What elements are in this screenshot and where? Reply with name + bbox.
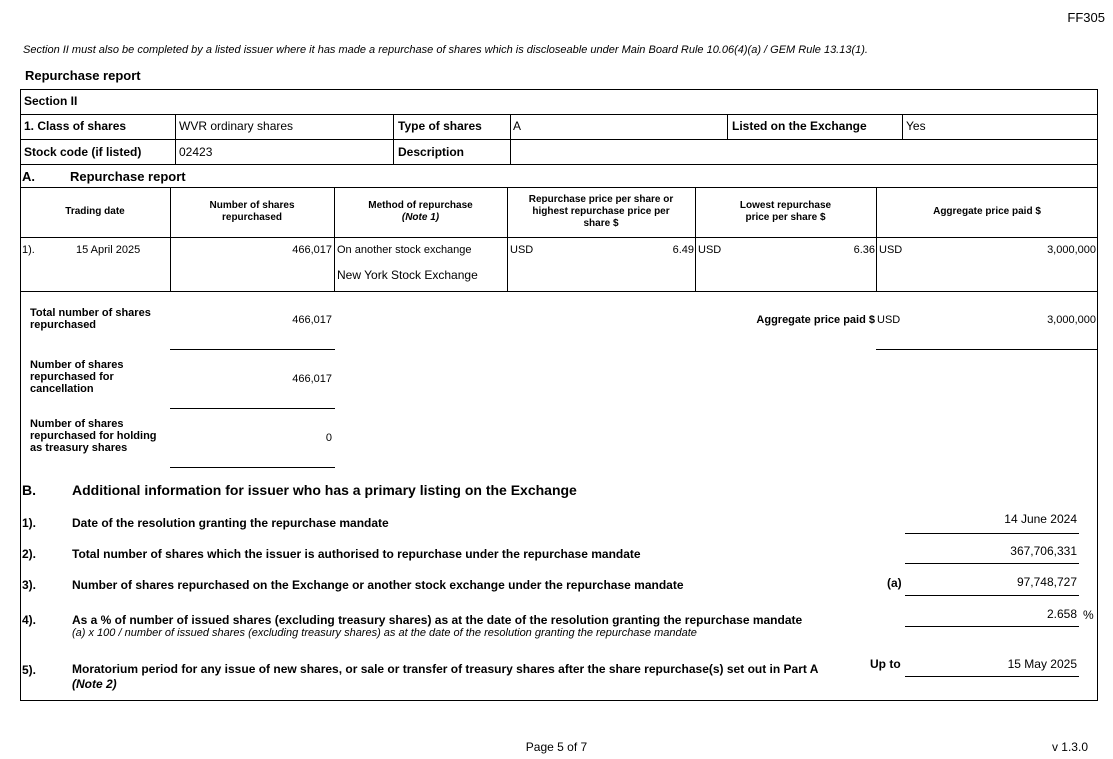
row-price-currency: USD (510, 244, 534, 256)
grid-line (393, 114, 394, 164)
row-lowest-currency: USD (698, 244, 722, 256)
row-index: 1). (22, 244, 35, 256)
grid-line (510, 114, 511, 164)
b-item-index: 2). (22, 547, 37, 561)
cancellation-value: 466,017 (292, 373, 332, 385)
b-item-note: (Note 2) (72, 677, 117, 691)
class-label: 1. Class of shares (24, 119, 127, 133)
b-item-index: 5). (22, 663, 37, 677)
grid-line (20, 164, 1098, 165)
cancellation-label: Number of shares repurchased for cancellation (30, 359, 124, 395)
total-shares-value: 466,017 (292, 314, 332, 326)
b-item-index: 3). (22, 578, 37, 592)
underline (905, 676, 1079, 677)
b-item-text: Date of the resolution granting the repurchase mandate (72, 516, 389, 530)
listed-value: Yes (906, 119, 926, 133)
report-title: Repurchase report (25, 68, 141, 83)
underline (905, 595, 1079, 596)
col-trading-date: Trading date (65, 206, 125, 217)
page-number: Page 5 of 7 (525, 740, 588, 754)
col-repurchase-price: Repurchase price per share or highest repurchase price per share $ (528, 194, 674, 229)
moratorium-date-value: 15 May 2025 (1007, 657, 1077, 671)
total-aggregate-label: Aggregate price paid $ (756, 314, 875, 326)
total-shares-label: Total number of shares repurchased (30, 307, 151, 331)
up-to-label: Up to (870, 657, 901, 671)
b-item-text: Total number of shares which the issuer is authorised to repurchase under the repurchase mandate (72, 547, 641, 561)
section-a-title: Repurchase report (70, 169, 186, 184)
underline (170, 467, 335, 468)
class-value: WVR ordinary shares (179, 119, 294, 133)
b-item-text: As a % of number of issued shares (excluding treasury shares) as at the date of the resolution granting the repurchase mandate (72, 613, 803, 627)
section-b-letter: B. (22, 482, 36, 498)
row-trading-date: 15 April 2025 (76, 244, 141, 256)
listed-label: Listed on the Exchange (732, 119, 867, 133)
section-a-letter: A. (22, 169, 35, 184)
section-b-title: Additional information for issuer who has a primary listing on the Exchange (72, 482, 577, 498)
row-agg-currency: USD (879, 244, 903, 256)
b-item-subtext: (a) x 100 / number of issued shares (excluding treasury shares) as at the date of the resolution granting the repurchase mandate (72, 627, 697, 639)
b-item-index: 4). (22, 613, 37, 627)
tag-a: (a) (887, 576, 902, 590)
repurchased-mandate-value: 97,748,727 (1016, 575, 1077, 589)
total-aggregate-value: 3,000,000 (1047, 314, 1096, 326)
total-aggregate-currency: USD (877, 314, 901, 326)
stock-code-value: 02423 (179, 145, 213, 159)
col-method: Method of repurchase (Note 1) (368, 200, 473, 223)
treasury-value: 0 (325, 432, 332, 444)
underline (905, 533, 1079, 534)
percentage-value: 2.658 (1046, 607, 1077, 621)
row-shares: 466,017 (292, 244, 332, 256)
row-lowest-price: 6.36 (853, 244, 875, 256)
b-item-text: Number of shares repurchased on the Exchange or another stock exchange under the repurchase mandate (72, 578, 684, 592)
percent-unit: % (1083, 608, 1094, 622)
treasury-label: Number of shares repurchased for holding as treasury shares (30, 418, 157, 454)
col-lowest-price: Lowest repurchase price per share $ (739, 200, 832, 223)
row-aggregate: 3,000,000 (1047, 244, 1096, 256)
row-price: 6.49 (672, 244, 694, 256)
grid-line (876, 187, 877, 291)
authorised-shares-value: 367,706,331 (1010, 544, 1077, 558)
grid-line (20, 291, 1098, 292)
description-label: Description (398, 145, 465, 159)
stock-code-label: Stock code (if listed) (24, 145, 142, 159)
col-shares-repurchased: Number of shares repurchased (209, 200, 295, 223)
b-item-text: Moratorium period for any issue of new shares, or sale or transfer of treasury shares after the share repurchase(s) set out in Part A (72, 662, 819, 676)
grid-line (20, 139, 1098, 140)
underline (170, 349, 335, 350)
underline (170, 408, 335, 409)
underline (905, 626, 1079, 627)
type-label: Type of shares (398, 119, 482, 133)
type-value: A (513, 119, 522, 133)
grid-line (20, 237, 1098, 238)
grid-line (20, 187, 1098, 188)
grid-line (175, 114, 176, 164)
col-aggregate: Aggregate price paid $ (933, 206, 1041, 217)
form-version: v 1.3.0 (1051, 740, 1088, 754)
resolution-date-value: 14 June 2024 (1004, 512, 1077, 526)
row-method: On another stock exchange (337, 244, 472, 256)
row-exchange: New York Stock Exchange (337, 268, 478, 282)
section-note: Section II must also be completed by a listed issuer where it has made a repurchase of shares which is discloseable under Main Board Rule 10.06(4)(a) / GEM Rule 13.13(1). (23, 44, 868, 56)
grid-line (727, 114, 728, 139)
b-item-index: 1). (22, 516, 37, 530)
grid-line (20, 114, 1098, 115)
grid-line (902, 114, 903, 139)
section-label: Section II (24, 94, 78, 108)
form-code: FF305 (1067, 10, 1105, 25)
underline (876, 349, 1098, 350)
underline (905, 563, 1079, 564)
